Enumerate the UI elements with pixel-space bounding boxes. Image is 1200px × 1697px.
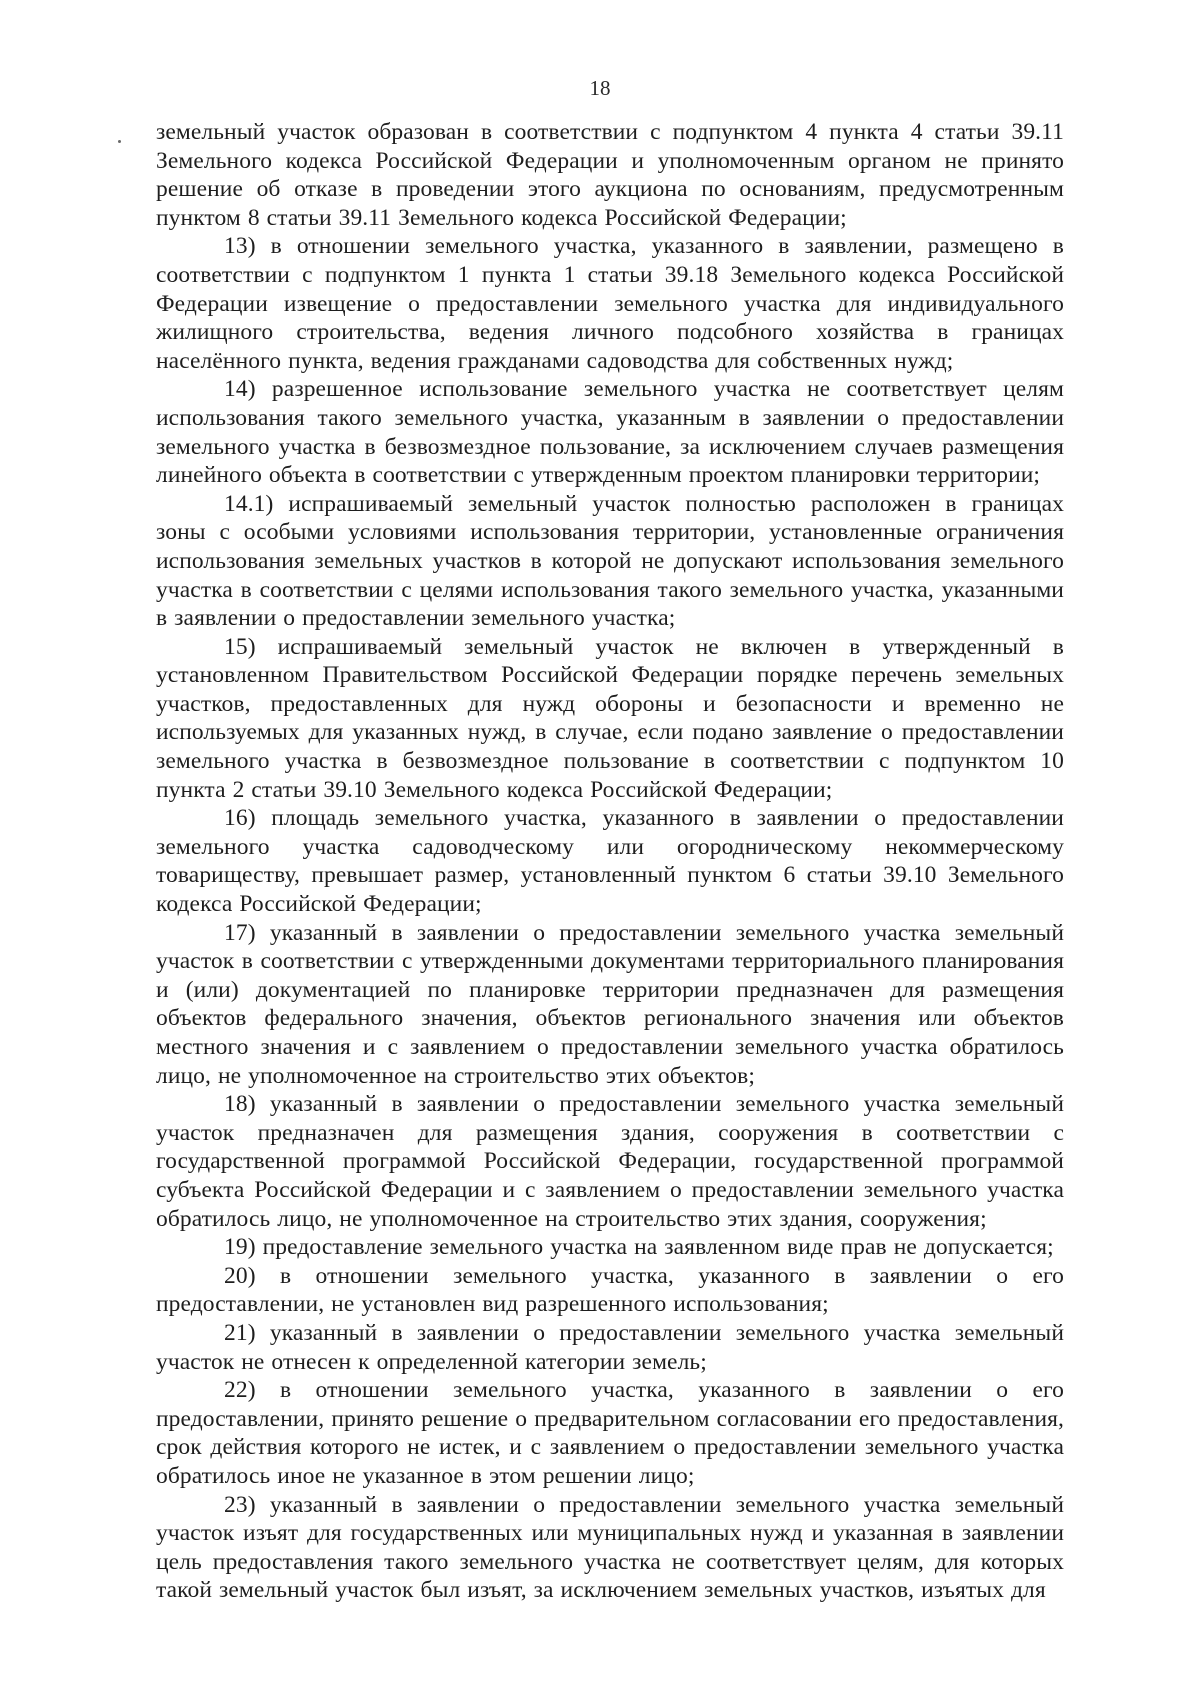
paragraph-item-13: 13) в отношении земельного участка, указанного в заявлении, размещено в соответствии с подпунктом 1 пункта 1 статьи 39.18 Земельного кодекса Российской Федерации извещение о предоставлении земельного участка для индивидуального жилищного строительства, ведения личного подсобного хозяйства в границах населённого пункта, ведения гражданами садоводства для собственных нужд; — [156, 233, 1064, 374]
paragraph-item-19: 19) предоставление земельного участка на заявленном виде прав не допускается; — [224, 1234, 1054, 1261]
paragraph-item-14-1: 14.1) испрашиваемый земельный участок полностью расположен в границах зоны с особыми условиями использования территории, установленные ограничения использования земельных участков в которой не допускают использования земельного участка в соответствии с целями использования такого земельного участка, указанными в заявлении о предоставлении земельного участка; — [156, 490, 1064, 632]
paragraph-continuation: земельный участок образован в соответствии с подпунктом 4 пункта 4 статьи 39.11 Земельного кодекса Российской Федерации и уполномоченным органом не принято решение об отказе в проведении этого аукциона по основаниям, предусмотренным пунктом 8 статьи 39.11 Земельного кодекса Российской Федерации; — [156, 119, 1064, 231]
scan-speck — [118, 140, 121, 143]
paragraph-item-21: 21) указанный в заявлении о предоставлении земельного участка земельный участок не отнесен к определенной категории земель; — [156, 1319, 1064, 1375]
paragraph-item-17: 17) указанный в заявлении о предоставлении земельного участка земельный участок в соответствии с утвержденными документами территориального планирования и (или) документацией по планировке территории предназначен для размещения объектов федерального значения, объектов регионального значения или объектов местного значения и с заявлением о предоставлении земельного участка обратилось лицо, не уполномоченное на строительство этих объектов; — [156, 919, 1064, 1089]
paragraph-item-20: 20) в отношении земельного участка, указанного в заявлении о его предоставлении, не установлен вид разрешенного использования; — [156, 1262, 1064, 1318]
paragraph-item-23: 23) указанный в заявлении о предоставлении земельного участка земельный участок изъят для государственных или муниципальных нужд и указанная в заявлении цель предоставления такого земельного участка не соответствует целям, для которых такой земельный участок был изъят, за исключением земельных участков, изъятых для — [156, 1491, 1064, 1604]
page-number: 18 — [589, 76, 611, 100]
document-body — [156, 118, 1064, 1605]
paragraph-item-16: 16) площадь земельного участка, указанного в заявлении о предоставлении земельного участка садоводческому или огородническому некоммерческому товариществу, превышает размер, установленный пунктом 6 статьи 39.10 Земельного кодекса Российской Федерации; — [156, 805, 1064, 918]
paragraph-item-18: 18) указанный в заявлении о предоставлении земельного участка земельный участок предназначен для размещения здания, сооружения в соответствии с государственной программой Российской Федерации, государственной программой субъекта Российской Федерации и с заявлением о предоставлении земельного участка обратилось лицо, не уполномоченное на строительство этих здания, сооружения; — [156, 1091, 1064, 1232]
paragraph-item-15: 15) испрашиваемый земельный участок не включен в утвержденный в установленном Правительством Российской Федерации порядке перечень земельных участков, предоставленных для нужд обороны и безопасности и временно не используемых для указанных нужд, в случае, если подано заявление о предоставлении земельного участка в безвозмездное пользование в соответствии с подпунктом 10 пункта 2 статьи 39.10 Земельного кодекса Российской Федерации; — [156, 633, 1064, 803]
paragraph-item-14: 14) разрешенное использование земельного участка не соответствует целям использования такого земельного участка, указанным в заявлении о предоставлении земельного участка в безвозмездное пользование, за исключением случаев размещения линейного объекта в соответствии с утвержденным проектом планировки территории; — [156, 376, 1064, 489]
paragraph-item-22: 22) в отношении земельного участка, указанного в заявлении о его предоставлении, принято решение о предварительном согласовании его предоставления, срок действия которого не истек, и с заявлением о предоставлении земельного участка обратилось иное не указанное в этом решении лицо; — [156, 1377, 1064, 1489]
